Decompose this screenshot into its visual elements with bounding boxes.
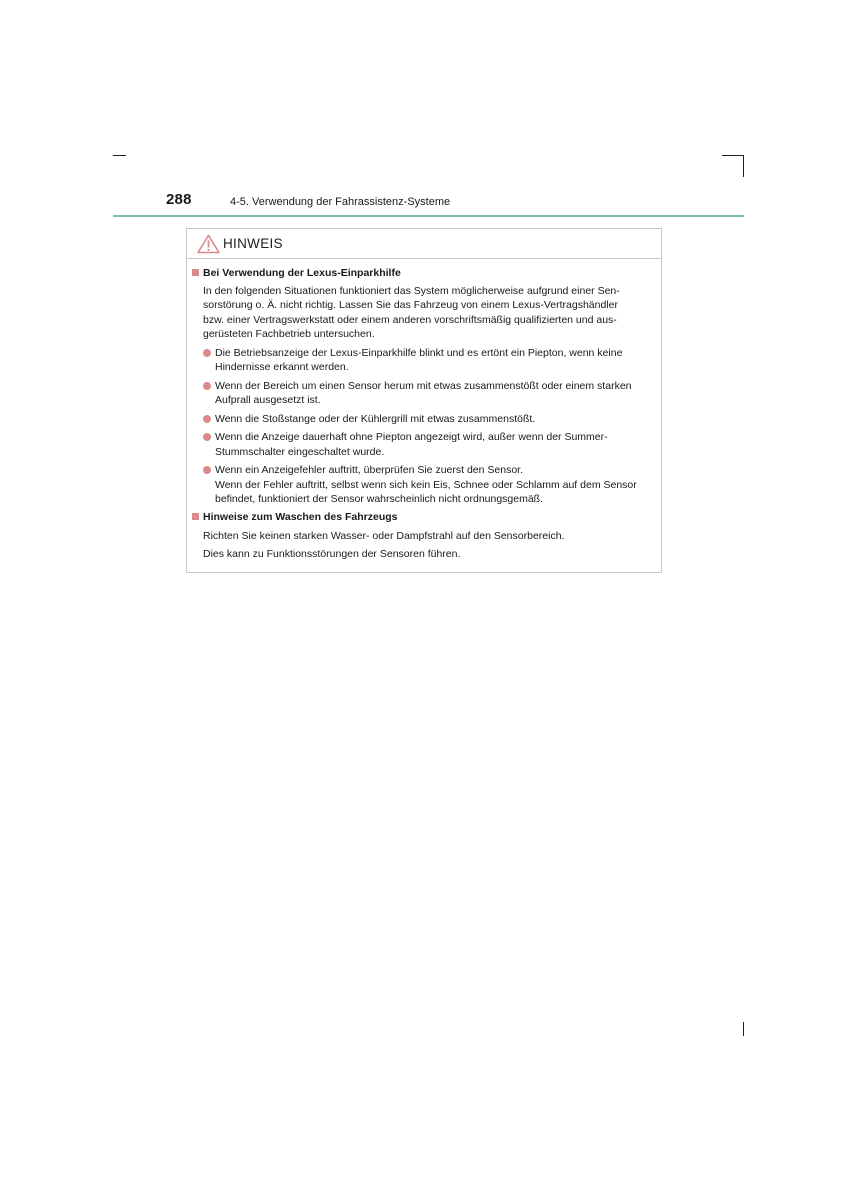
intro-paragraph: In den folgenden Situationen funktioniert das System möglicherweise aufgrund einer Sen- sorstörung o. Ä. nicht richtig. Lassen Sie das Fahrzeug von einem Lexus-Vertragshändler bzw. einer Vertragswerkstatt oder einem anderen vorschriftsmäßig qualifizierten und aus- gerüsteten Fachbetrieb untersuchen. <box>203 284 620 340</box>
list-item: Wenn ein Anzeigefehler auftritt, überprüfen Sie zuerst den Sensor. Wenn der Fehler auftritt, selbst wenn sich kein Eis, Schnee oder Schlamm auf dem Sensor befindet, funktioniert der Sensor wahrscheinlich nicht ordnungsgemäß. <box>187 463 661 507</box>
notice-body <box>187 266 661 563</box>
circle-bullet-icon <box>203 466 211 474</box>
circle-bullet-icon <box>203 415 211 423</box>
square-bullet-icon <box>192 269 199 276</box>
notice-title: HINWEIS <box>223 236 283 251</box>
warning-triangle-icon <box>197 234 220 254</box>
header-rule <box>113 215 744 217</box>
topic-heading-parking-aid: Bei Verwendung der Lexus-Einparkhilfe <box>187 266 661 281</box>
page-number: 288 <box>166 191 192 208</box>
list-item: Wenn der Bereich um einen Sensor herum mit etwas zusammenstößt oder einem starken Aufprall ausgesetzt ist. <box>187 379 661 408</box>
circle-bullet-icon <box>203 433 211 441</box>
crop-mark-top-right-h <box>722 155 744 156</box>
section-title: 4-5. Verwendung der Fahrassistenz-Systeme <box>230 196 451 208</box>
circle-bullet-icon <box>203 382 211 390</box>
car-wash-paragraph: Richten Sie keinen starken Wasser- oder Dampfstrahl auf den Sensorbereich. Dies kann zu Funktionsstörungen der Sensoren führen. <box>203 530 565 560</box>
circle-bullet-icon <box>203 349 211 357</box>
list-item: Wenn die Anzeige dauerhaft ohne Piepton angezeigt wird, außer wenn der Summer- Stummschalter eingeschaltet wurde. <box>187 430 661 459</box>
list-item: Wenn die Stoßstange oder der Kühlergrill mit etwas zusammenstößt. <box>187 412 661 427</box>
notice-box <box>186 228 662 573</box>
list-item: Die Betriebsanzeige der Lexus-Einparkhilfe blinkt und es ertönt ein Piepton, wenn keine Hindernisse erkannt werden. <box>187 346 661 375</box>
crop-mark-top-left <box>113 155 126 156</box>
notice-header <box>187 229 661 259</box>
crop-mark-bottom-right-v <box>743 1022 744 1036</box>
square-bullet-icon <box>192 513 199 520</box>
crop-mark-top-right-v <box>743 155 744 177</box>
topic-heading-car-wash: Hinweise zum Waschen des Fahrzeugs <box>187 510 661 525</box>
